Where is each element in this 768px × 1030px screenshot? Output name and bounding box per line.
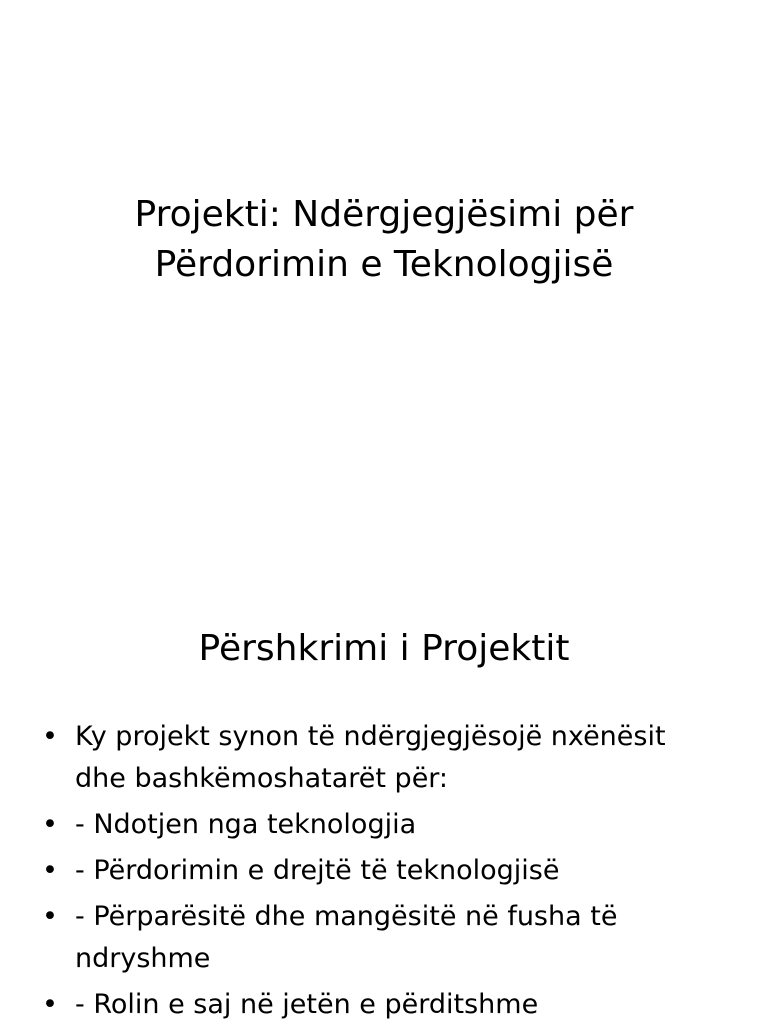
bullet-item <box>42 984 722 1026</box>
slide-title-line-1: Projekti: Ndërgjegjësimi për <box>134 194 634 235</box>
bullet-dot-icon: • <box>42 901 58 932</box>
bullet-dot-icon: • <box>42 855 58 886</box>
section-title: Përshkrimi i Projektit <box>198 628 570 669</box>
slide-title-line-2: Përdorimin e Teknologjisë <box>154 244 614 285</box>
bullet-item <box>42 850 722 892</box>
bullet-list <box>42 716 722 1030</box>
bullet-dot-icon: • <box>42 989 58 1020</box>
slide-title <box>0 190 768 290</box>
bullet-item <box>42 896 722 980</box>
bullet-text: - Përparësitë dhe mangësitë në fusha të ndryshme <box>75 901 618 974</box>
description-slide <box>0 576 768 1024</box>
bullet-dot-icon: • <box>42 721 58 752</box>
bullet-item <box>42 716 722 800</box>
bullet-text: - Rolin e saj në jetën e përditshme <box>75 989 539 1020</box>
bullet-text: - Përdorimin e drejtë të teknologjisë <box>75 855 560 886</box>
bullet-dot-icon: • <box>42 809 58 840</box>
bullet-text: - Ndotjen nga teknologjia <box>75 809 417 840</box>
bullet-item <box>42 804 722 846</box>
bullet-text: Ky projekt synon të ndërgjegjësojë nxënësit dhe bashkëmoshatarët për: <box>75 721 666 794</box>
